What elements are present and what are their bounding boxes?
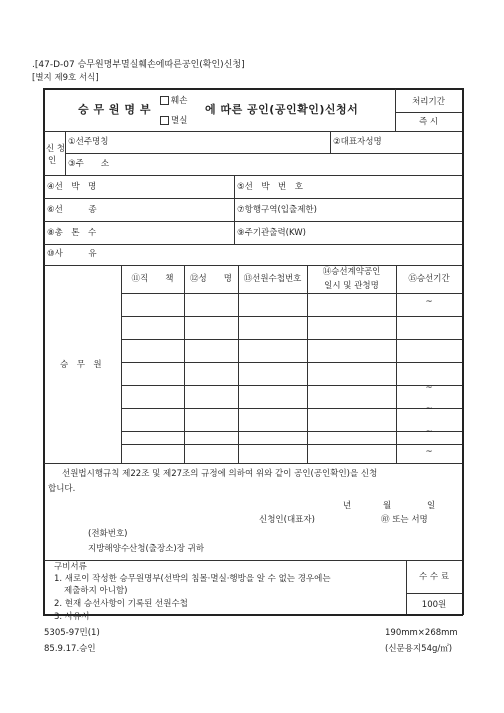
address-label: ③주 소 xyxy=(68,159,110,169)
period-label: 처리기간 xyxy=(412,97,445,107)
address-field[interactable] xyxy=(130,154,460,174)
route-label: ⑦항행구역(입출제한) xyxy=(237,205,317,215)
fee-label: 수 수 료 xyxy=(418,572,450,582)
document-item-2: 2. 현재 승선사항이 기록된 선원수첩 xyxy=(54,599,188,609)
phone-label: (전화번호) xyxy=(88,529,128,539)
statement-line-2: 합니다. xyxy=(48,484,76,494)
addressee: 지방해양수산청(출장소)장 귀하 xyxy=(88,544,205,554)
crew-section-label: 승 무 원 xyxy=(60,360,102,370)
period-tilde: ~ xyxy=(425,404,433,414)
applicant-signature-label: 신청인(대표자) xyxy=(259,515,315,525)
fee-value: 100원 xyxy=(421,600,447,610)
col-name: ⑫성 명 xyxy=(190,274,232,284)
ship-number-label: ⑤선 박 번 호 xyxy=(237,182,303,192)
date-year: 년 xyxy=(343,501,352,511)
reason-label: ⑩사 유 xyxy=(47,249,97,259)
form-code: .[47-D-07 승무원명부멸실훼손에따른공인(확인)신청] xyxy=(32,60,245,70)
document-item-3: 3. 사유서 xyxy=(54,612,90,622)
statement-line-1: 선원법시행규칙 제22조 및 제27조의 규정에 의하여 위와 같이 공인(공인확인)을 신청 xyxy=(62,469,378,479)
period-tilde: ~ xyxy=(425,427,433,437)
title-left: 승 무 원 명 부 xyxy=(78,103,151,116)
period-tilde: ~ xyxy=(425,297,433,307)
col-period: ⑮승선기간 xyxy=(408,274,450,284)
period-tilde: ~ xyxy=(425,383,433,393)
route-field[interactable] xyxy=(330,200,460,220)
period-value: 즉 시 xyxy=(418,117,439,127)
date-month: 월 xyxy=(383,501,392,511)
form-number: [별지 제9호 서식] xyxy=(32,73,99,83)
date-day: 일 xyxy=(427,501,436,511)
seal-or-signature: ㊞ 또는 서명 xyxy=(381,515,428,525)
checkbox-icon xyxy=(160,96,169,105)
frame-top xyxy=(43,88,463,90)
reason-field[interactable] xyxy=(112,246,460,264)
document-item-1b: 제출하지 아니함) xyxy=(64,586,128,596)
col-place-1: ⑭승선계약공인 xyxy=(322,267,381,277)
tonnage-field[interactable] xyxy=(112,223,232,243)
frame-bottom xyxy=(43,614,463,616)
ship-number-field[interactable] xyxy=(330,177,460,197)
representative-label: ②대표자성명 xyxy=(333,137,382,147)
tonnage-label: ⑧총 톤 수 xyxy=(47,228,97,238)
footer-paper: (신문용지54g/㎡) xyxy=(385,644,453,654)
engine-field[interactable] xyxy=(330,223,460,243)
col-duty: ⑪직 책 xyxy=(131,274,174,284)
engine-label: ⑨주기관출력(KW) xyxy=(237,228,306,238)
document-item-1a: 1. 새로이 작성한 승무원명부(선박의 침몰·멸실·행방을 알 수 없는 경우에는 xyxy=(54,574,331,584)
checkbox-icon xyxy=(160,116,169,125)
option-lost[interactable]: 멸실 xyxy=(160,116,187,127)
col-book: ⑬선원수첩번호 xyxy=(243,274,302,284)
ship-type-field[interactable] xyxy=(112,200,232,220)
ship-name-label: ④선 박 명 xyxy=(47,182,97,192)
shipowner-field[interactable] xyxy=(130,132,328,152)
documents-heading: 구비서류 xyxy=(54,562,87,572)
representative-field[interactable] xyxy=(398,132,460,152)
ship-type-label: ⑥선 종 xyxy=(47,205,97,215)
shipowner-label: ①선주명칭 xyxy=(68,137,109,147)
ship-name-field[interactable] xyxy=(112,177,232,197)
footer-date: 85.9.17.승인 xyxy=(44,644,96,654)
applicant-label-2: 인 xyxy=(48,156,57,166)
title-right: 에 따른 공인(공인확인)신청서 xyxy=(205,103,359,116)
footer-size: 190mm×268mm xyxy=(385,628,458,638)
frame-right xyxy=(462,88,464,615)
frame-left xyxy=(43,88,45,615)
applicant-label-1: 신 청 xyxy=(46,144,66,154)
col-place-2: 일시 및 관청명 xyxy=(324,281,379,291)
period-tilde: ~ xyxy=(425,447,433,457)
footer-code: 5305-97민(1) xyxy=(44,628,100,638)
option-damaged[interactable]: 훼손 xyxy=(160,96,187,107)
